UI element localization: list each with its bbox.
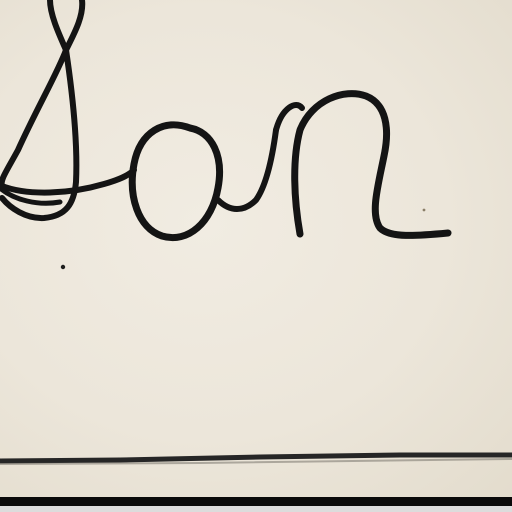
scan-border-edge [0, 506, 512, 512]
signature-connector [218, 130, 276, 209]
signature-letter-o [132, 125, 219, 238]
signature-letter-n [295, 94, 448, 236]
ink-speck [423, 209, 426, 212]
signature-stroke-s-top [50, 0, 82, 50]
scan-border [0, 497, 512, 512]
ink-speck [61, 265, 65, 269]
